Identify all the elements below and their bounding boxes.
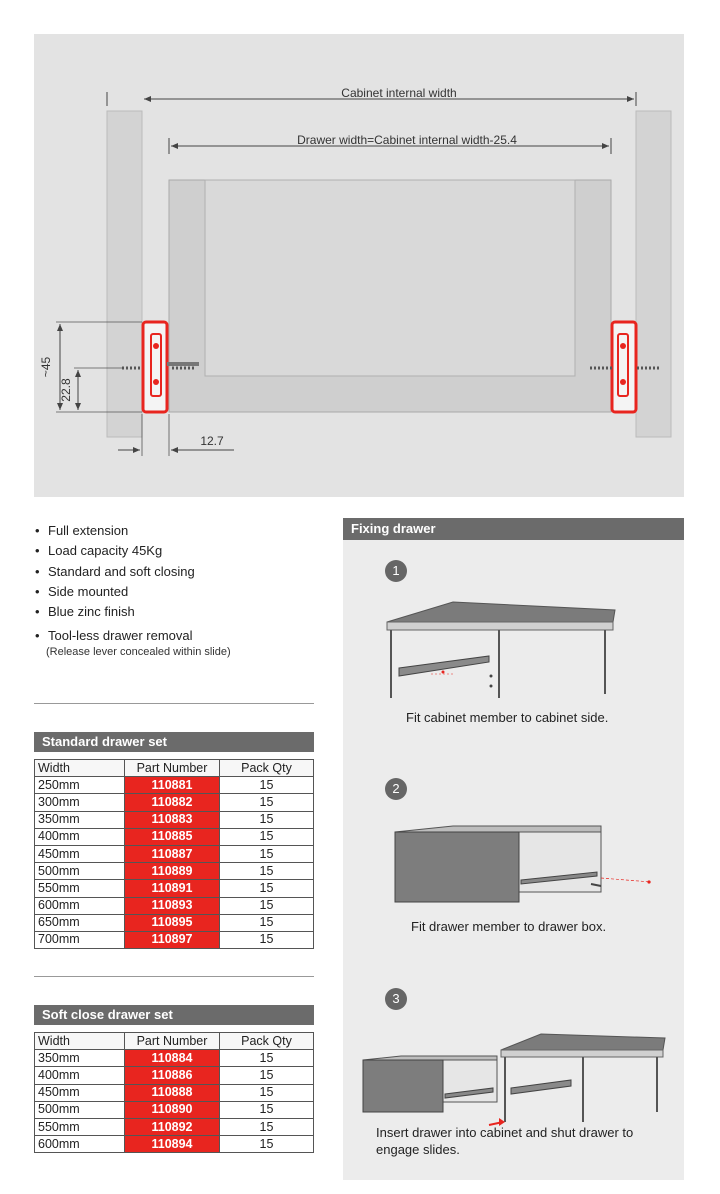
pack-qty-cell: 15: [220, 880, 314, 897]
part-number-cell: 110894: [125, 1136, 220, 1153]
col-header-width: Width: [35, 1033, 125, 1050]
width-cell: 500mm: [35, 863, 125, 880]
dim-228-label: 22.8: [59, 378, 73, 402]
part-number-cell: 110897: [125, 931, 220, 948]
part-number-cell: 110889: [125, 863, 220, 880]
pack-qty-cell: 15: [220, 1084, 314, 1101]
pack-qty-cell: 15: [220, 897, 314, 914]
table-row: [35, 811, 314, 828]
table-row: [35, 931, 314, 948]
step-3-illustration: [361, 1030, 667, 1135]
soft-close-set-section: [34, 1005, 314, 1153]
pack-qty-cell: 15: [220, 914, 314, 931]
table-row: [35, 897, 314, 914]
pack-qty-cell: 15: [220, 1101, 314, 1118]
width-cell: 350mm: [35, 1050, 125, 1067]
part-number-cell: 110883: [125, 811, 220, 828]
part-number-cell: 110884: [125, 1050, 220, 1067]
part-number-cell: 110892: [125, 1118, 220, 1135]
table-row: [35, 794, 314, 811]
col-header-pack-qty: Pack Qty: [220, 760, 314, 777]
pack-qty-cell: 15: [220, 863, 314, 880]
pack-qty-cell: 15: [220, 1050, 314, 1067]
table-row: [35, 1050, 314, 1067]
width-cell: 450mm: [35, 845, 125, 862]
width-cell: 450mm: [35, 1084, 125, 1101]
divider: [34, 703, 314, 704]
part-number-cell: 110885: [125, 828, 220, 845]
part-number-cell: 110886: [125, 1067, 220, 1084]
dim-127-label: 12.7: [200, 434, 224, 448]
col-header-part-number: Part Number: [125, 760, 220, 777]
feature-item: • Side mounted: [34, 583, 314, 603]
step-number-2: 2: [385, 778, 407, 800]
pack-qty-cell: 15: [220, 777, 314, 794]
step-1-illustration: [383, 598, 623, 703]
part-number-cell: 110895: [125, 914, 220, 931]
width-cell: 700mm: [35, 931, 125, 948]
step-number-3: 3: [385, 988, 407, 1010]
table-row: [35, 863, 314, 880]
width-cell: 400mm: [35, 1067, 125, 1084]
fixing-drawer-panel: [343, 518, 684, 1180]
table-header-row: [35, 760, 314, 777]
step-number-1: 1: [385, 560, 407, 582]
table-row: [35, 845, 314, 862]
diagram-svg: [34, 34, 684, 497]
dim-45-label: ~45: [39, 356, 53, 378]
feature-item: [34, 627, 314, 659]
feature-item: • Load capacity 45Kg: [34, 542, 314, 562]
col-header-width: Width: [35, 760, 125, 777]
table-header-row: [35, 1033, 314, 1050]
table-row: [35, 914, 314, 931]
part-number-cell: 110881: [125, 777, 220, 794]
soft-close-set-table: [34, 1032, 314, 1153]
step-3-caption: Insert drawer into cabinet and shut drawer to engage slides.: [376, 1125, 634, 1157]
standard-set-table: [34, 759, 314, 949]
standard-set-title: Standard drawer set: [34, 732, 314, 752]
part-number-cell: 110888: [125, 1084, 220, 1101]
feature-item: • Full extension: [34, 522, 314, 542]
drawer-front-inner: [205, 180, 575, 376]
feature-list: [34, 522, 314, 659]
fixing-drawer-title: Fixing drawer: [343, 518, 684, 540]
table-row: [35, 1118, 314, 1135]
pack-qty-cell: 15: [220, 1118, 314, 1135]
width-cell: 600mm: [35, 897, 125, 914]
col-header-pack-qty: Pack Qty: [220, 1033, 314, 1050]
table-row: [35, 1101, 314, 1118]
pack-qty-cell: 15: [220, 794, 314, 811]
pack-qty-cell: 15: [220, 845, 314, 862]
width-cell: 550mm: [35, 880, 125, 897]
step-2-caption: Fit drawer member to drawer box.: [411, 919, 607, 934]
table-row: [35, 1084, 314, 1101]
width-cell: 500mm: [35, 1101, 125, 1118]
table-row: [35, 880, 314, 897]
pack-qty-cell: 15: [220, 931, 314, 948]
width-cell: 300mm: [35, 794, 125, 811]
part-number-cell: 110891: [125, 880, 220, 897]
cabinet-width-label: Cabinet internal width: [341, 86, 457, 100]
cabinet-left-panel: [107, 111, 142, 437]
feature-item-label: Tool-less drawer removal: [48, 628, 193, 644]
table-row: [35, 777, 314, 794]
feature-item: • Blue zinc finish: [34, 603, 314, 623]
part-number-cell: 110890: [125, 1101, 220, 1118]
width-cell: 350mm: [35, 811, 125, 828]
pack-qty-cell: 15: [220, 1136, 314, 1153]
width-cell: 600mm: [35, 1136, 125, 1153]
feature-item: • Standard and soft closing: [34, 563, 314, 583]
table-row: [35, 828, 314, 845]
part-number-cell: 110893: [125, 897, 220, 914]
table-row: [35, 1067, 314, 1084]
pack-qty-cell: 15: [220, 828, 314, 845]
standard-set-section: [34, 732, 314, 949]
table-row: [35, 1136, 314, 1153]
width-cell: 400mm: [35, 828, 125, 845]
divider: [34, 976, 314, 977]
feature-note: (Release lever concealed within slide): [46, 646, 231, 659]
part-number-cell: 110887: [125, 845, 220, 862]
width-cell: 250mm: [35, 777, 125, 794]
width-cell: 650mm: [35, 914, 125, 931]
pack-qty-cell: 15: [220, 811, 314, 828]
step-1-caption: Fit cabinet member to cabinet side.: [406, 710, 609, 725]
cross-section-diagram: [34, 34, 684, 497]
col-header-part-number: Part Number: [125, 1033, 220, 1050]
width-cell: 550mm: [35, 1118, 125, 1135]
step-2-illustration: [391, 818, 661, 903]
pack-qty-cell: 15: [220, 1067, 314, 1084]
part-number-cell: 110882: [125, 794, 220, 811]
soft-close-set-title: Soft close drawer set: [34, 1005, 314, 1025]
cabinet-right-panel: [636, 111, 671, 437]
drawer-width-label: Drawer width=Cabinet internal width-25.4: [297, 133, 517, 147]
